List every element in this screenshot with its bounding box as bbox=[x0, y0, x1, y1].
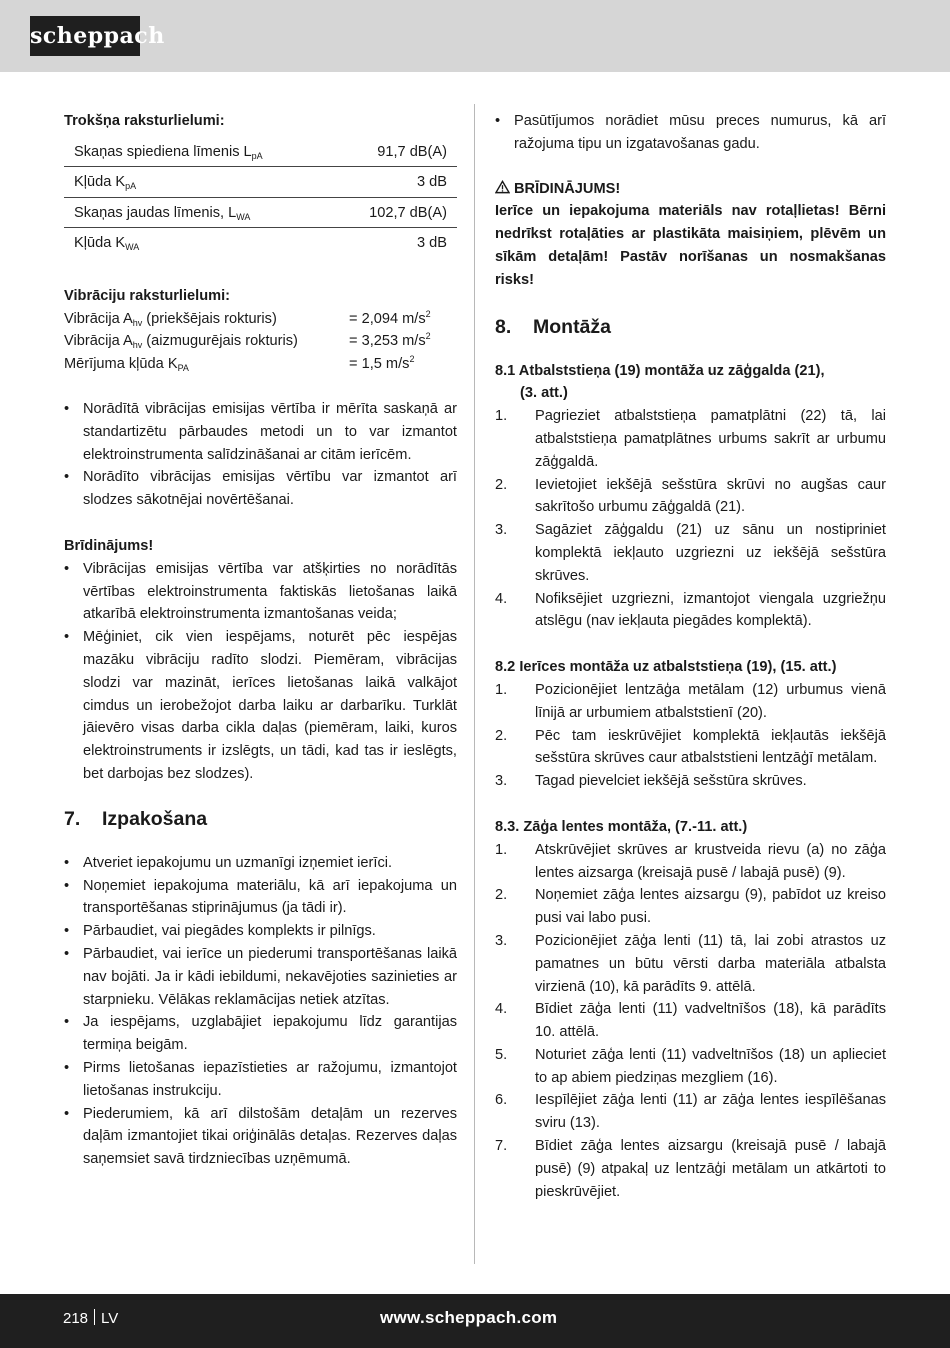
list-item: 4. Nofiksējiet uzgriezni, izmantojot viengala uzgriežņu atslēgu (nav iekļauta piegādes komplektā). bbox=[495, 590, 886, 630]
list-item: • Pasūtījumos norādiet mūsu preces numurus, kā arī ražojuma tipu un izgatavošanas gadu. bbox=[495, 113, 886, 152]
caution-title: BRĪDINĀJUMS! bbox=[495, 178, 886, 201]
noise-label: Kļūda $K_{WA}$ bbox=[74, 235, 140, 253]
table-row bbox=[64, 167, 457, 198]
list-item: 1. Pagrieziet atbalststieņa pamatplātni (22) tā, lai atbalststieņa pamatplātnes urbums sakrīt ar urbumu zāģgaldā. bbox=[495, 408, 886, 470]
list-item: • Ja iespējams, uzglabājiet iepakojumu līdz garantijas termiņa beigām. bbox=[64, 1014, 457, 1054]
list-item: • Piederumiem, kā arī dilstošām detaļām un rezerves daļām izmantojiet tikai oriģinālās detaļas. Rezerves daļas saņemsiet savā tirdzniecības uzņēmumā. bbox=[64, 1105, 457, 1168]
left-column bbox=[64, 110, 457, 1171]
subsection-8-2-title: 8.2 Ierīces montāža uz atbalststieņa (19), (15. att.) bbox=[495, 659, 837, 676]
list-item: • Mēģiniet, cik vien iespējams, noturēt pēc iespējas mazāku vibrāciju radīto slodzi. Piemēram, vibrācijas slodzi var mazināt, ierīces lietošanas laikā valkājot cimdus un ierobežojot darba laiku ar darbarīku. Turklāt jāievēro visas darba cikla daļas (piemēram, laiki, kuros elektroinstruments ir izslēgts, un tādi, kad tas ir ieslēgts, bet darbojas bez slodzes). bbox=[64, 629, 457, 782]
subsection-8-3-title: 8.3. Zāģa lentes montāža, (7.-11. att.) bbox=[495, 818, 748, 835]
section-7-heading: 7. Izpakošana bbox=[64, 807, 208, 830]
noise-section-title: Trokšņa raksturlielumi: bbox=[64, 113, 225, 129]
vibration-section-title: Vibrāciju raksturlielumi: bbox=[64, 287, 230, 304]
language-code: LV bbox=[101, 1310, 119, 1327]
table-row bbox=[64, 228, 457, 259]
subsection-8-1-title: 8.1 Atbalststieņa (19) montāža uz zāģgalda (21), bbox=[495, 362, 825, 379]
noise-value: 102,7 dB(A) bbox=[369, 204, 447, 221]
section-8-heading: 8. Montāža bbox=[495, 315, 611, 338]
list-item: • Noņemiet iepakojuma materiālu, kā arī iepakojuma un transportēšanas stiprinājumus (ja tādi ir). bbox=[64, 877, 457, 917]
page-number: 218 LV bbox=[63, 1310, 119, 1327]
warning-triangle-icon bbox=[495, 180, 510, 194]
list-item: • Norādīto vibrācijas emisijas vērtību var izmantot arī slodzes sākotnējai novērtēšanai. bbox=[64, 469, 457, 509]
noise-label: Kļūda $K_{pA}$ bbox=[74, 174, 137, 192]
noise-value: 91,7 dB(A) bbox=[377, 143, 447, 160]
vibration-row: Vibrācija $A_{hv}$ (priekšējais rokturis) = 2,094 $m/s^2$ bbox=[64, 308, 431, 328]
vibration-row: Vibrācija $A_{hv}$ (aizmugurējais rokturis) = 3,253 $m/s^2$ bbox=[64, 331, 431, 351]
noise-label: Skaņas jaudas līmenis, $L_{WA}$ bbox=[74, 204, 251, 222]
list-item: 6. Iespīlējiet zāģa lenti (11) ar zāģa lentes iespīlēšanas sviru (13). bbox=[495, 1092, 886, 1132]
subsection-8-2-steps bbox=[495, 679, 886, 793]
noise-value: 3 dB bbox=[416, 174, 447, 191]
column-divider bbox=[474, 104, 475, 1264]
warning-title: Brīdinājums! bbox=[64, 537, 154, 554]
subsection-8-1-title-cont: (3. att.) bbox=[520, 385, 568, 402]
list-item: 3. Pozicionējiet zāģa lenti (11) tā, lai zobi atrastos uz pamatnes un būtu vērsti darba materiāla atbalsta virzienā (10), kā parādīts 9. attēlā. bbox=[495, 932, 886, 995]
list-item: 3. Tagad pievelciet iekšējā sešstūra skrūves. bbox=[495, 773, 807, 790]
right-column bbox=[495, 110, 886, 1203]
list-item: 1. Pozicionējiet lentzāģa metālam (12) urbumus vienā līnijā ar urbumiem atbalststienī (20). bbox=[495, 681, 886, 721]
list-item: 7. Bīdiet zāģa lentes aizsargu (kreisajā pusē / labajā pusē) (9) atpakaļ uz lentzāģi metālam un atkārtoti to pieskrūvējiet. bbox=[495, 1138, 886, 1200]
list-item: 2. Noņemiet zāģa lentes aizsargu (9), pabīdot uz kreiso pusi vai labo pusi. bbox=[495, 887, 886, 927]
list-item: • Norādītā vibrācijas emisijas vērtība ir mērīta saskaņā ar standartizētu pārbaudes metodi un to var izmantot elektroinstrumenta salīdzināšanai ar citām ierīcēm. bbox=[64, 400, 457, 463]
list-item: 1. Atskrūvējiet skrūves ar krustveida rievu (a) no zāģa lentes aizsarga (kreisajā pusē / labajā pusē) (9). bbox=[495, 841, 886, 881]
list-item: • Pārbaudiet, vai ierīce un piederumi transportēšanas laikā nav bojāti. Ja ir kādi iebildumi, nekavējoties sazinieties ar starpnieku. Vēlākas reklamācijas netiek atzītas. bbox=[64, 945, 457, 1008]
brand-logo: scheppach bbox=[30, 16, 140, 56]
noise-table bbox=[64, 137, 457, 259]
list-item: 2. Pēc tam ieskrūvējiet komplektā iekļautās iekšējā sešstūra skrūves caur atbalststieni lentzāģī metālam. bbox=[495, 727, 886, 767]
list-item: • Pirms lietošanas iepazīstieties ar ražojumu, izmantojot lietošanas instrukciju. bbox=[64, 1059, 457, 1099]
vibration-row: Mērījuma kļūda $K_{PA}$ = 1,5 $m/s^2$ bbox=[64, 354, 415, 374]
caution-text: Ierīce un iepakojuma materiāls nav rotaļlietas! Bērni nedrīkst rotaļāties ar plastikāta maisiņiem, plēvēm un sīkām detaļām! Pastāv norīšanas un nosmakšanas risks! bbox=[495, 203, 886, 288]
list-item: • Vibrācijas emisijas vērtība var atšķirties no norādītās vērtības elektroinstrumenta faktiskās lietošanas laikā atkarībā elektroinstrumenta izmantošanas veida; bbox=[64, 560, 457, 623]
list-item: 3. Sagāziet zāģgaldu (21) uz sānu un nostipriniet komplektā iekļauto uzgriezni uz iekšējā sešstūra skrūves. bbox=[495, 522, 886, 584]
table-row bbox=[64, 198, 457, 229]
unpacking-list bbox=[64, 852, 457, 1171]
list-item: 2. Ievietojiet iekšējā sešstūra skrūvi no augšas caur sakrītošo urbumu zāģgaldā (21). bbox=[495, 476, 886, 516]
list-item: 5. Noturiet zāģa lenti (11) vadveltnīšos (18) un aplieciet to ap abiem piedziņas mezgliem (16). bbox=[495, 1046, 886, 1086]
order-note-list bbox=[495, 110, 886, 156]
table-row bbox=[64, 137, 457, 168]
noise-label: Skaņas spiediena līmenis $L_{pA}$ bbox=[74, 143, 263, 161]
list-item: • Pārbaudiet, vai piegādes komplekts ir pilnīgs. bbox=[64, 923, 376, 940]
noise-value: 3 dB bbox=[416, 235, 447, 252]
website-link[interactable]: www.scheppach.com bbox=[380, 1308, 558, 1327]
list-item: • Atveriet iepakojumu un uzmanīgi izņemiet ierīci. bbox=[64, 854, 393, 871]
vibration-notes bbox=[64, 398, 457, 512]
list-item: 4. Bīdiet zāģa lenti (11) vadveltnīšos (18), kā parādīts 10. attēlā. bbox=[495, 1001, 886, 1041]
warning-list bbox=[64, 558, 457, 786]
subsection-8-1-steps bbox=[495, 405, 886, 633]
subsection-8-3-steps bbox=[495, 839, 886, 1204]
